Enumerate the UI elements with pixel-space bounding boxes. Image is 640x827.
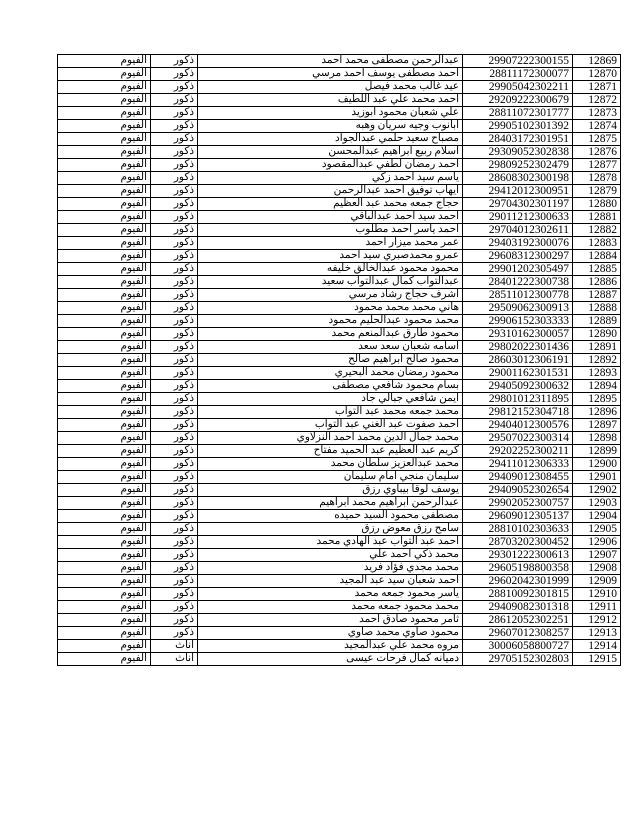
table-row — [58, 159, 621, 172]
name-cell: احمد محمد علي عبد اللطيف — [198, 94, 463, 107]
name-cell: محمود محمود عبدالخالق خليفه — [198, 263, 463, 276]
governorate-cell: الفيوم — [58, 588, 151, 601]
national-id-cell: 29607012308257 — [463, 627, 573, 640]
name-cell: هاني محمد محمد محمود — [198, 302, 463, 315]
serial-number-cell: 12899 — [573, 445, 621, 458]
table-row — [58, 627, 621, 640]
table-row — [58, 185, 621, 198]
table-row — [58, 289, 621, 302]
name-cell: يوسف لوقا بيباوي رزق — [198, 484, 463, 497]
national-id-cell: 29907222300155 — [463, 55, 573, 68]
national-id-cell: 29608312300297 — [463, 250, 573, 263]
governorate-cell: الفيوم — [58, 575, 151, 588]
name-cell: احمد عبد التواب عبد الهادي محمد — [198, 536, 463, 549]
governorate-cell: الفيوم — [58, 497, 151, 510]
national-id-cell: 29411012306333 — [463, 458, 573, 471]
gender-cell: ذكور — [151, 614, 198, 627]
national-id-cell: 29704302301197 — [463, 198, 573, 211]
governorate-cell: الفيوم — [58, 484, 151, 497]
name-cell: محمود صاوي محمد صاوي — [198, 627, 463, 640]
national-id-cell: 29309052302838 — [463, 146, 573, 159]
governorate-cell: الفيوم — [58, 185, 151, 198]
table-row — [58, 523, 621, 536]
name-cell: ثامر محمود صادق احمد — [198, 614, 463, 627]
gender-cell: ذكور — [151, 562, 198, 575]
gender-cell: ذكور — [151, 315, 198, 328]
gender-cell: ذكور — [151, 146, 198, 159]
gender-cell: ذكور — [151, 588, 198, 601]
serial-number-cell: 12879 — [573, 185, 621, 198]
gender-cell: ذكور — [151, 523, 198, 536]
name-cell: دميانه كمال فرحات عيسى — [198, 653, 463, 666]
gender-cell: ذكور — [151, 484, 198, 497]
name-cell: ياسر محمود جمعه محمد — [198, 588, 463, 601]
table-row — [58, 653, 621, 666]
national-id-cell: 29906152303333 — [463, 315, 573, 328]
table-row — [58, 263, 621, 276]
serial-number-cell: 12909 — [573, 575, 621, 588]
serial-number-cell: 12871 — [573, 81, 621, 94]
table-row — [58, 406, 621, 419]
table-row — [58, 601, 621, 614]
national-id-cell: 28811172300077 — [463, 68, 573, 81]
name-cell: اشرف حجاج رشاد مرسي — [198, 289, 463, 302]
serial-number-cell: 12895 — [573, 393, 621, 406]
name-cell: محمد عبدالعزيز سلطان محمد — [198, 458, 463, 471]
governorate-cell: الفيوم — [58, 523, 151, 536]
gender-cell: ذكور — [151, 393, 198, 406]
name-cell: محمد ذكي احمد علي — [198, 549, 463, 562]
national-id-cell: 29301222300613 — [463, 549, 573, 562]
gender-cell: ذكور — [151, 133, 198, 146]
governorate-cell: الفيوم — [58, 601, 151, 614]
gender-cell: ذكور — [151, 328, 198, 341]
table-row — [58, 172, 621, 185]
national-id-cell: 29609012305137 — [463, 510, 573, 523]
gender-cell: ذكور — [151, 536, 198, 549]
table-row — [58, 55, 621, 68]
national-id-cell: 29902052300757 — [463, 497, 573, 510]
serial-number-cell: 12898 — [573, 432, 621, 445]
gender-cell: ذكور — [151, 458, 198, 471]
table-row — [58, 640, 621, 653]
national-id-cell: 29409082301318 — [463, 601, 573, 614]
governorate-cell: الفيوم — [58, 471, 151, 484]
table-row — [58, 302, 621, 315]
name-cell: مصطفى محمود السيد حميده — [198, 510, 463, 523]
gender-cell: ذكور — [151, 250, 198, 263]
national-id-cell: 28511012300778 — [463, 289, 573, 302]
governorate-cell: الفيوم — [58, 211, 151, 224]
serial-number-cell: 12892 — [573, 354, 621, 367]
national-id-cell: 29809252302479 — [463, 159, 573, 172]
serial-number-cell: 12906 — [573, 536, 621, 549]
national-id-cell: 29507022300314 — [463, 432, 573, 445]
serial-number-cell: 12904 — [573, 510, 621, 523]
serial-number-cell: 12876 — [573, 146, 621, 159]
table-row — [58, 393, 621, 406]
governorate-cell: الفيوم — [58, 627, 151, 640]
serial-number-cell: 12914 — [573, 640, 621, 653]
governorate-cell: الفيوم — [58, 536, 151, 549]
gender-cell: ذكور — [151, 198, 198, 211]
gender-cell: ذكور — [151, 302, 198, 315]
table-row — [58, 497, 621, 510]
table-row — [58, 588, 621, 601]
table-row — [58, 536, 621, 549]
national-id-cell: 29802022301436 — [463, 341, 573, 354]
serial-number-cell: 12896 — [573, 406, 621, 419]
serial-number-cell: 12886 — [573, 276, 621, 289]
serial-number-cell: 12870 — [573, 68, 621, 81]
governorate-cell: الفيوم — [58, 146, 151, 159]
governorate-cell: الفيوم — [58, 614, 151, 627]
name-cell: كريم عبد العظيم عبد الحميد مفتاح — [198, 445, 463, 458]
name-cell: مصباح سعيد حلمي عبدالجواد — [198, 133, 463, 146]
gender-cell: ذكور — [151, 224, 198, 237]
name-cell: مروه محمد علي عبدالمجيد — [198, 640, 463, 653]
gender-cell: ذكور — [151, 471, 198, 484]
national-id-cell: 28810092301815 — [463, 588, 573, 601]
governorate-cell: الفيوم — [58, 172, 151, 185]
governorate-cell: الفيوم — [58, 224, 151, 237]
serial-number-cell: 12891 — [573, 341, 621, 354]
table-row — [58, 224, 621, 237]
table-row — [58, 510, 621, 523]
gender-cell: ذكور — [151, 263, 198, 276]
name-cell: محمود صالح ابراهيم صالح — [198, 354, 463, 367]
national-id-cell: 29812152304718 — [463, 406, 573, 419]
name-cell: ايهاب توفيق احمد عبدالرحمن — [198, 185, 463, 198]
national-id-cell: 28401222300738 — [463, 276, 573, 289]
table-row — [58, 380, 621, 393]
serial-number-cell: 12897 — [573, 419, 621, 432]
name-cell: اسلام ربيع ابراهيم عبدالمحسن — [198, 146, 463, 159]
name-cell: سليمان منجي امام سليمان — [198, 471, 463, 484]
governorate-cell: الفيوم — [58, 237, 151, 250]
records-table — [57, 54, 621, 666]
gender-cell: ذكور — [151, 406, 198, 419]
serial-number-cell: 12889 — [573, 315, 621, 328]
name-cell: عيد غالب محمد فيصل — [198, 81, 463, 94]
national-id-cell: 28403172301951 — [463, 133, 573, 146]
gender-cell: ذكور — [151, 159, 198, 172]
gender-cell: ذكور — [151, 81, 198, 94]
serial-number-cell: 12900 — [573, 458, 621, 471]
national-id-cell: 28703202300452 — [463, 536, 573, 549]
national-id-cell: 29602042301999 — [463, 575, 573, 588]
table-row — [58, 146, 621, 159]
governorate-cell: الفيوم — [58, 55, 151, 68]
national-id-cell: 29409012308455 — [463, 471, 573, 484]
name-cell: احمد سيد احمد عبدالباقي — [198, 211, 463, 224]
name-cell: اسامه شعبان سعد سعد — [198, 341, 463, 354]
serial-number-cell: 12881 — [573, 211, 621, 224]
national-id-cell: 29001162301531 — [463, 367, 573, 380]
governorate-cell: الفيوم — [58, 393, 151, 406]
name-cell: علي شعبان محمود ابوزيد — [198, 107, 463, 120]
gender-cell: ذكور — [151, 549, 198, 562]
governorate-cell: الفيوم — [58, 328, 151, 341]
table-row — [58, 562, 621, 575]
serial-number-cell: 12874 — [573, 120, 621, 133]
governorate-cell: الفيوم — [58, 94, 151, 107]
name-cell: عبدالتواب كمال عبدالتواب سعيد — [198, 276, 463, 289]
serial-number-cell: 12908 — [573, 562, 621, 575]
table-row — [58, 328, 621, 341]
table-row — [58, 81, 621, 94]
name-cell: احمد شعبان سيد عبد المجيد — [198, 575, 463, 588]
serial-number-cell: 12877 — [573, 159, 621, 172]
serial-number-cell: 12910 — [573, 588, 621, 601]
national-id-cell: 28608302300198 — [463, 172, 573, 185]
table-row — [58, 432, 621, 445]
governorate-cell: الفيوم — [58, 549, 151, 562]
national-id-cell: 29705152302803 — [463, 653, 573, 666]
gender-cell: ذكور — [151, 341, 198, 354]
gender-cell: ذكور — [151, 107, 198, 120]
national-id-cell: 28811072301777 — [463, 107, 573, 120]
governorate-cell: الفيوم — [58, 354, 151, 367]
gender-cell: اناث — [151, 640, 198, 653]
governorate-cell: الفيوم — [58, 315, 151, 328]
governorate-cell: الفيوم — [58, 289, 151, 302]
name-cell: سامح رزق معوض رزق — [198, 523, 463, 536]
gender-cell: ذكور — [151, 68, 198, 81]
governorate-cell: الفيوم — [58, 159, 151, 172]
governorate-cell: الفيوم — [58, 510, 151, 523]
name-cell: عبدالرحمن مصطفى محمد احمد — [198, 55, 463, 68]
name-cell: ابانوب وجيه سريان وهبه — [198, 120, 463, 133]
gender-cell: ذكور — [151, 354, 198, 367]
serial-number-cell: 12902 — [573, 484, 621, 497]
governorate-cell: الفيوم — [58, 263, 151, 276]
serial-number-cell: 12913 — [573, 627, 621, 640]
table-row — [58, 120, 621, 133]
name-cell: عمرو محمدصبري سيد احمد — [198, 250, 463, 263]
table-row — [58, 276, 621, 289]
national-id-cell: 29011212300633 — [463, 211, 573, 224]
serial-number-cell: 12875 — [573, 133, 621, 146]
gender-cell: ذكور — [151, 627, 198, 640]
name-cell: بسام محمود شافعي مصطفى — [198, 380, 463, 393]
gender-cell: اناث — [151, 653, 198, 666]
national-id-cell: 30006058800727 — [463, 640, 573, 653]
national-id-cell: 29202252300211 — [463, 445, 573, 458]
table-row — [58, 549, 621, 562]
national-id-cell: 29412012300951 — [463, 185, 573, 198]
national-id-cell: 29403192300076 — [463, 237, 573, 250]
table-row — [58, 354, 621, 367]
gender-cell: ذكور — [151, 510, 198, 523]
records-table-body — [58, 55, 621, 666]
serial-number-cell: 12907 — [573, 549, 621, 562]
gender-cell: ذكور — [151, 276, 198, 289]
serial-number-cell: 12880 — [573, 198, 621, 211]
table-row — [58, 68, 621, 81]
gender-cell: ذكور — [151, 172, 198, 185]
gender-cell: ذكور — [151, 445, 198, 458]
governorate-cell: الفيوم — [58, 367, 151, 380]
serial-number-cell: 12905 — [573, 523, 621, 536]
name-cell: حجاج جمعه محمد عبد العظيم — [198, 198, 463, 211]
serial-number-cell: 12915 — [573, 653, 621, 666]
national-id-cell: 29801012311895 — [463, 393, 573, 406]
name-cell: ياسم سيد احمد زكي — [198, 172, 463, 185]
governorate-cell: الفيوم — [58, 250, 151, 263]
governorate-cell: الفيوم — [58, 120, 151, 133]
serial-number-cell: 12911 — [573, 601, 621, 614]
governorate-cell: الفيوم — [58, 419, 151, 432]
gender-cell: ذكور — [151, 185, 198, 198]
national-id-cell: 29404012300576 — [463, 419, 573, 432]
table-row — [58, 471, 621, 484]
name-cell: عمر محمد ميزار احمد — [198, 237, 463, 250]
table-row — [58, 614, 621, 627]
name-cell: عبدالرحمن ابراهيم محمد ابراهيم — [198, 497, 463, 510]
name-cell: احمد ياسر احمد مطلوب — [198, 224, 463, 237]
governorate-cell: الفيوم — [58, 107, 151, 120]
serial-number-cell: 12887 — [573, 289, 621, 302]
name-cell: ايمن شافعي جبالي جاد — [198, 393, 463, 406]
gender-cell: ذكور — [151, 432, 198, 445]
serial-number-cell: 12912 — [573, 614, 621, 627]
gender-cell: ذكور — [151, 237, 198, 250]
serial-number-cell: 12873 — [573, 107, 621, 120]
governorate-cell: الفيوم — [58, 432, 151, 445]
governorate-cell: الفيوم — [58, 276, 151, 289]
serial-number-cell: 12882 — [573, 224, 621, 237]
name-cell: محمد جمعه محمد عبد التواب — [198, 406, 463, 419]
governorate-cell: الفيوم — [58, 445, 151, 458]
table-row — [58, 237, 621, 250]
gender-cell: ذكور — [151, 367, 198, 380]
table-row — [58, 133, 621, 146]
gender-cell: ذكور — [151, 120, 198, 133]
name-cell: احمد صفوت عبد الغني عبد التواب — [198, 419, 463, 432]
name-cell: محمد مجدي فؤاد فريد — [198, 562, 463, 575]
gender-cell: ذكور — [151, 575, 198, 588]
national-id-cell: 29605198800358 — [463, 562, 573, 575]
table-row — [58, 250, 621, 263]
table-row — [58, 341, 621, 354]
gender-cell: ذكور — [151, 380, 198, 393]
serial-number-cell: 12869 — [573, 55, 621, 68]
name-cell: محمد جمال الدين محمد احمد النزلاوي — [198, 432, 463, 445]
gender-cell: ذكور — [151, 419, 198, 432]
table-row — [58, 575, 621, 588]
table-row — [58, 367, 621, 380]
table-row — [58, 94, 621, 107]
national-id-cell: 29509062300913 — [463, 302, 573, 315]
serial-number-cell: 12893 — [573, 367, 621, 380]
name-cell: احمد مصطفى يوسف احمد مرسي — [198, 68, 463, 81]
governorate-cell: الفيوم — [58, 302, 151, 315]
name-cell: محمد محمود جمعه محمد — [198, 601, 463, 614]
table-row — [58, 107, 621, 120]
gender-cell: ذكور — [151, 497, 198, 510]
gender-cell: ذكور — [151, 55, 198, 68]
gender-cell: ذكور — [151, 601, 198, 614]
serial-number-cell: 12883 — [573, 237, 621, 250]
governorate-cell: الفيوم — [58, 458, 151, 471]
governorate-cell: الفيوم — [58, 406, 151, 419]
national-id-cell: 29905102301392 — [463, 120, 573, 133]
governorate-cell: الفيوم — [58, 640, 151, 653]
serial-number-cell: 12885 — [573, 263, 621, 276]
serial-number-cell: 12890 — [573, 328, 621, 341]
governorate-cell: الفيوم — [58, 380, 151, 393]
national-id-cell: 28810102303633 — [463, 523, 573, 536]
national-id-cell: 29704012302611 — [463, 224, 573, 237]
national-id-cell: 29901202305497 — [463, 263, 573, 276]
table-row — [58, 315, 621, 328]
serial-number-cell: 12894 — [573, 380, 621, 393]
serial-number-cell: 12872 — [573, 94, 621, 107]
name-cell: محمود رمضان محمد البحيري — [198, 367, 463, 380]
national-id-cell: 28603012306191 — [463, 354, 573, 367]
name-cell: احمد رمضان لطفي عبدالمقصود — [198, 159, 463, 172]
national-id-cell: 28612052302251 — [463, 614, 573, 627]
table-row — [58, 419, 621, 432]
national-id-cell: 29209222300679 — [463, 94, 573, 107]
national-id-cell: 29405092300632 — [463, 380, 573, 393]
gender-cell: ذكور — [151, 94, 198, 107]
governorate-cell: الفيوم — [58, 68, 151, 81]
governorate-cell: الفيوم — [58, 198, 151, 211]
governorate-cell: الفيوم — [58, 133, 151, 146]
gender-cell: ذكور — [151, 289, 198, 302]
national-id-cell: 29310162300057 — [463, 328, 573, 341]
national-id-cell: 29905042302211 — [463, 81, 573, 94]
table-row — [58, 445, 621, 458]
table-row — [58, 484, 621, 497]
name-cell: محمد محمود عبدالحليم محمود — [198, 315, 463, 328]
governorate-cell: الفيوم — [58, 653, 151, 666]
table-row — [58, 458, 621, 471]
governorate-cell: الفيوم — [58, 341, 151, 354]
table-row — [58, 211, 621, 224]
governorate-cell: الفيوم — [58, 81, 151, 94]
serial-number-cell: 12884 — [573, 250, 621, 263]
serial-number-cell: 12888 — [573, 302, 621, 315]
serial-number-cell: 12878 — [573, 172, 621, 185]
national-id-cell: 29409052302654 — [463, 484, 573, 497]
governorate-cell: الفيوم — [58, 562, 151, 575]
gender-cell: ذكور — [151, 211, 198, 224]
serial-number-cell: 12901 — [573, 471, 621, 484]
serial-number-cell: 12903 — [573, 497, 621, 510]
name-cell: محمود طارق عبدالمنعم محمد — [198, 328, 463, 341]
table-row — [58, 198, 621, 211]
